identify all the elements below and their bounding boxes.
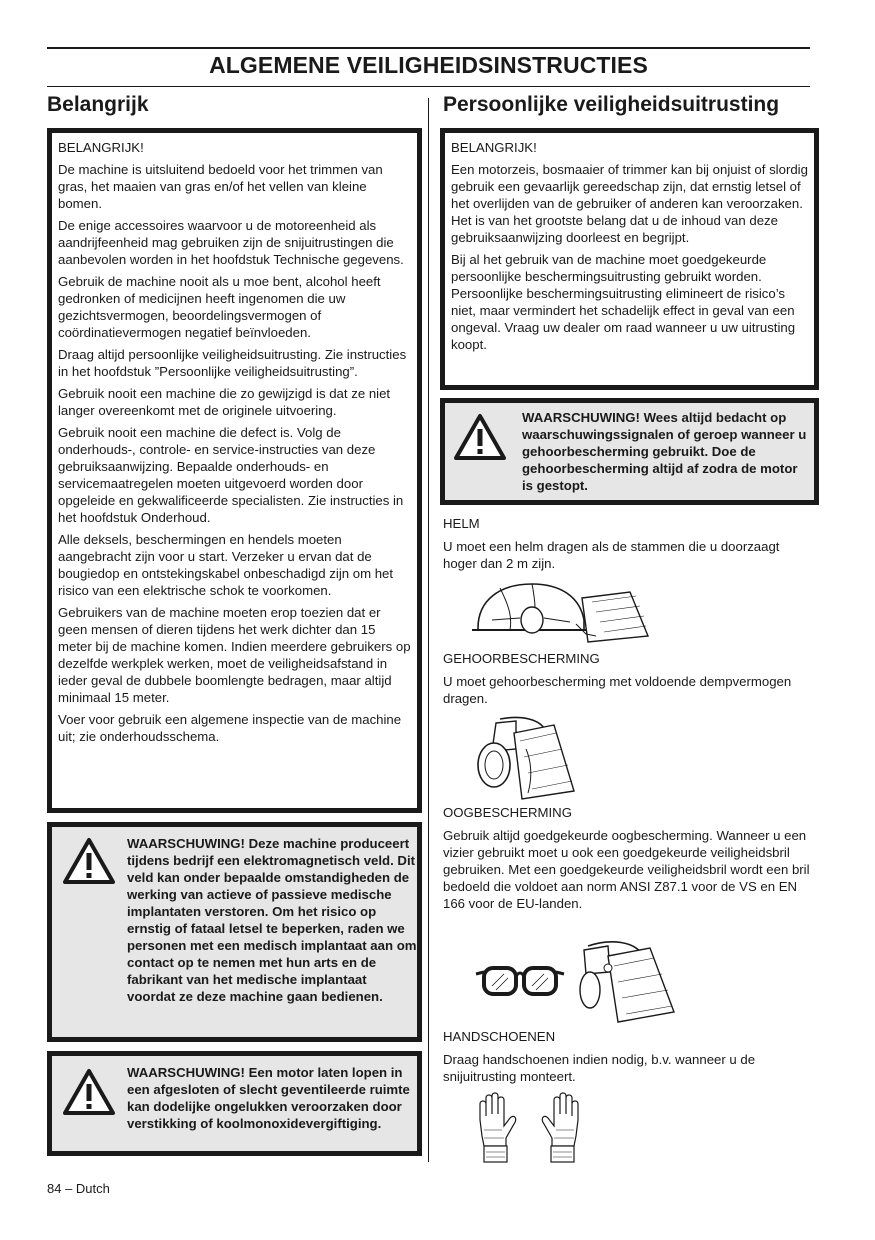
paragraph: Bij al het gebruik van de machine moet goedgekeurde persoonlijke beschermingsuitrusting gebruikt worden. Persoonlijke beschermingsuitrusting elimineert de risico’s niet, maar vermindert het schadelijk effect in geval van een ongeval. Vraag uw dealer om raad wanneer u uw uitrusting koopt. xyxy=(451,252,796,352)
paragraph: Voer voor gebruik een algemene inspectie van de machine uit; zie onderhoudsschema. xyxy=(58,712,402,744)
paragraph: Een motorzeis, bosmaaier of trimmer kan bij onjuist of slordig gebruik een gevaarlijk gereedschap zijn, dat ernstig letsel of het overlijden van de gebruiker of anderen kan veroorzaken. Het is van het grootste belang dat u de inhoud van deze gebruiksaanwijzing doorleest en begrijpt. xyxy=(451,162,808,245)
paragraph: Gebruik nooit een machine die zo gewijzigd is dat ze niet langer overeenkomt met de originele uitvoering. xyxy=(58,386,391,418)
paragraph: Gebruik nooit een machine die defect is. Volg de onderhouds-, controle- en service-instructies van deze gebruiksaanwijzing. Bepaalde onderhouds- en servicemaatregelen moeten uitgevoerd worden door opgeleide en gekwalificeerde specialisten. Zie instructies in het hoofdstuk Onderhoud. xyxy=(58,425,404,525)
column-divider xyxy=(428,98,429,1162)
paragraph: Gebruikers van de machine moeten erop toezien dat er geen mensen of dieren tijdens het werk dichter dan 15 meter bij de machine komen. Indien meerdere gebruikers op dezelfde werkplek werken, moet de veiligheidsafstand in ieder geval de dubbele boomlengte bedragen, maar altijd minimaal 15 meter. xyxy=(58,605,411,705)
page-footer: 84 – Dutch xyxy=(47,1181,110,1196)
gloves-icon xyxy=(474,1090,584,1166)
important-box-right xyxy=(440,128,819,390)
hearing-text: U moet gehoorbescherming met voldoende dempvermogen dragen. xyxy=(443,674,792,706)
subheading-gloves: HANDSCHOENEN xyxy=(443,1029,556,1044)
subheading-helmet: HELM xyxy=(443,516,480,531)
title-rule xyxy=(47,86,810,87)
page-title: ALGEMENE VEILIGHEIDSINSTRUCTIES xyxy=(209,52,648,78)
helmet-text: U moet een helm dragen als de stammen die u doorzaagt hoger dan 2 m zijn. xyxy=(443,539,780,571)
top-rule xyxy=(47,47,810,49)
warning-box-hearing xyxy=(440,398,819,505)
section-title-ppe: Persoonlijke veiligheidsuitrusting xyxy=(443,93,780,116)
eye-text: Gebruik altijd goedgekeurde oogbescherming. Wanneer u een vizier gebruikt moet u ook een goedgekeurde veiligheidsbril gebruiken. Met een goedgekeurde veiligheidsbril wordt een bril bedoeld die voldoet aan norm ANSI Z87.1 voor de VS en EN 166 voor de EU-landen. xyxy=(443,828,810,911)
eye-section xyxy=(443,804,813,912)
warning-box-electromagnetic xyxy=(47,822,422,1042)
paragraph: De machine is uitsluitend bedoeld voor het trimmen van gras, het maaien van gras en/of het vellen van kleine bomen. xyxy=(58,162,383,211)
warning-text: WAARSCHUWING! Wees altijd bedacht op waarschuwingssignalen of geroep wanneer u gehoorbescherming gebruikt. Doe de gehoorbescherming altijd af zodra de motor is gestopt. xyxy=(522,410,807,493)
important-box-left xyxy=(47,128,422,813)
hearing-section xyxy=(443,650,813,707)
warning-triangle-icon xyxy=(62,1068,116,1116)
face-shield-icon xyxy=(578,938,678,1026)
helmet-section xyxy=(443,515,813,572)
section-title-important: Belangrijk xyxy=(47,93,149,116)
warning-triangle-icon xyxy=(62,837,116,885)
warning-triangle-icon xyxy=(453,413,507,461)
ear-protection-icon xyxy=(470,713,580,805)
gloves-text: Draag handschoenen indien nodig, b.v. wanneer u de snijuitrusting monteert. xyxy=(443,1052,756,1084)
gloves-section xyxy=(443,1028,813,1085)
safety-glasses-icon xyxy=(474,960,566,1002)
subheading-eye: OOGBESCHERMING xyxy=(443,805,572,820)
subheading-hearing: GEHOORBESCHERMING xyxy=(443,651,600,666)
warning-text: WAARSCHUWING! Een motor laten lopen in een afgesloten of slecht geventileerde ruimte kan dodelijke ongelukken veroorzaken door verstikking of koolmonoxidevergiftiging. xyxy=(127,1065,410,1131)
paragraph: Draag altijd persoonlijke veiligheidsuitrusting. Zie instructies in het hoofdstuk ”Persoonlijke veiligheidsuitrusting”. xyxy=(58,347,407,379)
paragraph: De enige accessoires waarvoor u de motoreenheid als aandrijfeenheid mag gebruiken zijn de snijuitrustingen die aanbevolen worden in het hoofdstuk Technische gegevens. xyxy=(58,218,404,267)
paragraph: Gebruik de machine nooit als u moe bent, alcohol heeft gedronken of medicijnen heeft ingenomen die uw gezichtsvermogen, beoordelingsvermogen of coördinatievermogen negatief beïnvloeden. xyxy=(58,274,381,340)
helmet-icon xyxy=(470,578,670,648)
important-heading: BELANGRIJK! xyxy=(451,140,537,155)
important-heading: BELANGRIJK! xyxy=(58,140,144,155)
warning-text: WAARSCHUWING! Deze machine produceert tijdens bedrijf een elektromagnetisch veld. Dit veld kan onder bepaalde omstandigheden de werking van actieve of passieve medische implantaten verstoren. Om het risico op ernstig of fataal letsel te beperken, raden we personen met een medisch implantaat aan om contact op te nemen met hun arts en de fabrikant van het medische implantaat voordat ze deze machine gaan bedienen. xyxy=(127,836,417,1004)
paragraph: Alle deksels, beschermingen en hendels moeten aangebracht zijn voor u start. Verzeker u ervan dat de bougiedop en ontstekingskabel onbeschadigd zijn om het risico van een elektrische schok te voorkomen. xyxy=(58,532,394,598)
warning-box-carbon-monoxide xyxy=(47,1051,422,1156)
